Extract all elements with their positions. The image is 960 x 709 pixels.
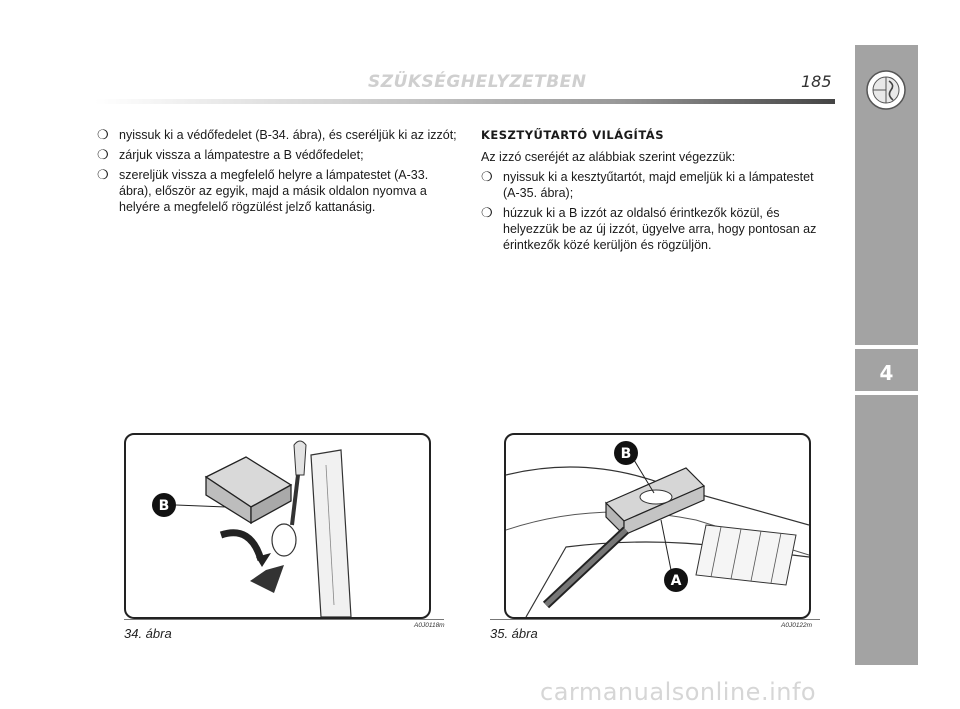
intro-paragraph: Az izzó cseréjét az alábbiak szerint végezzük: (481, 150, 736, 164)
list-item-text: húzzuk ki a B izzót az oldalsó érintkezők közül, és helyezzük be az új izzót, ügyelve arra, hogy pontosan az érintkezők közé kerüljön és rögzüljön. (503, 206, 817, 252)
bullet-marker: ❍ (481, 205, 493, 220)
sidebar-chapter-tab[interactable] (855, 349, 918, 391)
left-column (97, 127, 462, 219)
list-item (97, 167, 462, 215)
figure-label-a: A (670, 573, 682, 589)
list-item (481, 205, 833, 253)
section-title: KESZTYŰTARTÓ VILÁGÍTÁS (481, 128, 664, 142)
page-header-title: SZÜKSÉGHELYZETBEN (368, 72, 587, 92)
glovebox-lamp-illustration (506, 435, 809, 617)
list-item (97, 127, 462, 143)
list-item-text: zárjuk vissza a lámpatestre a B védőfedelet; (119, 148, 364, 162)
watermark: carmanualsonline.info (540, 678, 817, 706)
bullet-marker: ❍ (97, 127, 109, 142)
bullet-marker: ❍ (97, 147, 109, 162)
right-column (481, 127, 833, 257)
bullet-marker: ❍ (481, 169, 493, 184)
alfa-romeo-badge-icon (865, 69, 907, 111)
figure-34-caption: 34. ábra (124, 626, 172, 641)
list-item-text: szereljük vissza a megfelelő helyre a lámpatestet (A-33. ábra), először az egyik, majd a másik oldalon nyomva a helyére a megfelelő rögzülést jelző kattanásig. (119, 168, 429, 214)
list-item-text: nyissuk ki a védőfedelet (B-34. ábra), és cseréljük ki az izzót; (119, 128, 457, 142)
figure-label-b: B (620, 446, 632, 462)
list-item (481, 169, 833, 201)
list-item-text: nyissuk ki a kesztyűtartót, majd emeljük ki a lámpatestet (A-35. ábra); (503, 170, 814, 200)
page-number: 185 (801, 72, 832, 91)
chapter-number: 4 (879, 361, 894, 385)
header-divider (95, 99, 835, 104)
bullet-marker: ❍ (97, 167, 109, 182)
figure-34-rule (124, 619, 444, 620)
figure-35-code: A0J0122m (781, 622, 813, 629)
sidebar-bottom-block (855, 395, 918, 665)
list-item (97, 147, 462, 163)
figure-35-caption: 35. ábra (490, 626, 538, 641)
sidebar-top-block (855, 45, 918, 345)
figure-34-illustration (124, 433, 431, 619)
figure-34-code: A0J0118m (414, 622, 445, 629)
lamp-cover-illustration (126, 435, 429, 617)
figure-35-rule (490, 619, 820, 620)
figure-label-b: B (158, 498, 170, 514)
figure-35-illustration (504, 433, 811, 619)
chapter-sidebar (855, 45, 918, 665)
